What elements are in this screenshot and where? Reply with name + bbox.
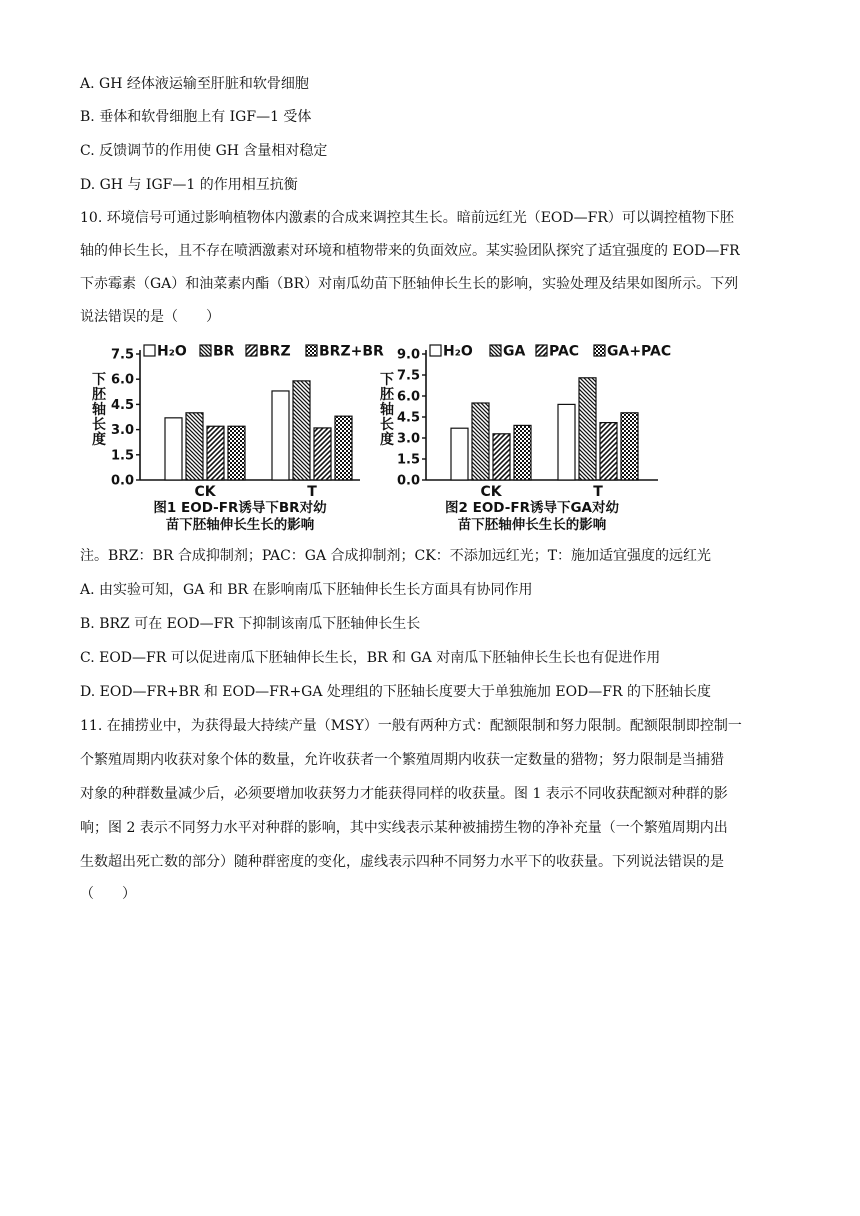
legend-label: H₂O [157,343,187,360]
x-category-label: CK [194,484,216,500]
chart-title: 图2 EOD-FR诱导下GA对幼 [445,500,619,516]
legend-label: BR [213,343,235,360]
bar [207,426,224,480]
y-tick-label: 3.0 [396,431,420,447]
bar [314,428,331,480]
q11-stem-line: （ ） [80,886,136,902]
y-axis-label-char: 长 [92,417,106,433]
chart-title: 图1 EOD-FR诱导下BR对幼 [153,500,327,516]
legend-label: GA+PAC [607,343,672,360]
y-tick-label: 0.0 [396,473,420,489]
legend-label: H₂O [443,343,473,360]
y-axis-label-char: 下 [92,372,106,388]
legend-swatch [490,345,501,356]
legend-label: PAC [549,343,580,360]
q10-option-c: C. EOD—FR 可以促进南瓜下胚轴伸长生长，BR 和 GA 对南瓜下胚轴伸长生长也有促进作用 [80,650,661,666]
bar [621,413,638,480]
q11-stem-line: 响；图 2 表示不同努力水平对种群的影响，其中实线表示某种被捕捞生物的净补充量（一个繁殖周期内出 [80,820,728,836]
bar [335,416,352,480]
y-tick-label: 1.5 [110,448,134,464]
chart-1 [92,344,384,534]
legend-swatch [200,345,211,356]
y-axis-label-char: 长 [380,417,394,433]
y-axis-label-char: 下 [380,372,394,388]
bar [472,403,489,480]
q11-stem-line: 对象的种群数量减少后，必须要增加收获努力才能获得同样的收获量。图 1 表示不同收获配额对种群的影 [80,786,728,802]
q9-option-d: D. GH 与 IGF—1 的作用相互抗衡 [80,177,298,193]
bar [186,413,203,480]
y-tick-label: 7.5 [396,368,420,384]
y-tick-label: 6.0 [110,372,134,388]
q10-option-d: D. EOD—FR+BR 和 EOD—FR+GA 处理组的下胚轴长度要大于单独施加 EOD—FR 的下胚轴长度 [80,684,711,700]
bar [293,381,310,480]
q9-option-c: C. 反馈调节的作用使 GH 含量相对稳定 [80,143,328,159]
bar-charts [80,336,680,536]
x-category-label: CK [480,484,502,500]
q10-stem-line: 下赤霉素（GA）和油菜素内酯（BR）对南瓜幼苗下胚轴伸长生长的影响，实验处理及结果如图所示。下列 [80,276,739,292]
y-axis-label-char: 度 [92,432,106,448]
q9-option-b: B. 垂体和软骨细胞上有 IGF—1 受体 [80,109,312,125]
legend-label: BRZ+BR [319,343,384,360]
q10-option-b: B. BRZ 可在 EOD—FR 下抑制该南瓜下胚轴伸长生长 [80,616,421,632]
y-tick-label: 4.5 [396,410,420,426]
bar [165,418,182,480]
x-category-label: T [307,484,317,500]
q10-stem-line: 说法错误的是（ ） [80,309,220,325]
y-tick-label: 0.0 [110,473,134,489]
bar [514,425,531,480]
y-tick-label: 7.5 [110,347,134,363]
q10-option-a: A. 由实验可知，GA 和 BR 在影响南瓜下胚轴伸长生长方面具有协同作用 [80,582,533,598]
y-axis-label-char: 胚 [380,387,394,403]
y-axis-label-char: 胚 [92,387,106,403]
x-category-label: T [593,484,603,500]
y-tick-label: 4.5 [110,397,134,413]
q11-stem-line: 11. 在捕捞业中，为获得最大持续产量（MSY）一般有两种方式：配额限制和努力限制。配额限制即控制一 [80,718,742,734]
bar [600,423,617,480]
bar [579,378,596,480]
legend-swatch [246,345,257,356]
legend-label: BRZ [259,343,291,360]
bar [493,434,510,480]
legend-swatch [536,345,547,356]
legend-swatch [430,345,441,356]
y-tick-label: 1.5 [396,452,420,468]
legend-swatch [144,345,155,356]
q11-stem-line: 个繁殖周期内收获对象个体的数量，允许收获者一个繁殖周期内收获一定数量的猎物；努力限制是当捕猎 [80,752,724,768]
y-tick-label: 6.0 [396,389,420,405]
bar [272,391,289,480]
y-axis-label-char: 轴 [92,402,106,418]
y-axis-label-char: 轴 [380,402,394,418]
q10-stem-line: 轴的伸长生长，且不存在喷洒激素对环境和植物带来的负面效应。某实验团队探究了适宜强度的 EOD—FR [80,243,740,259]
q9-option-a: A. GH 经体液运输至肝脏和软骨细胞 [80,76,309,92]
legend-label: GA [503,343,526,360]
bar [451,428,468,480]
y-tick-label: 9.0 [396,347,420,363]
chart-title: 苗下胚轴伸长生长的影响 [165,517,315,533]
q11-stem-line: 生数超出死亡数的部分）随种群密度的变化，虚线表示四种不同努力水平下的收获量。下列说法错误的是 [80,854,724,870]
q10-note: 注。BRZ：BR 合成抑制剂；PAC：GA 合成抑制剂；CK：不添加远红光；T：施加适宜强度的远红光 [80,548,712,564]
q10-figures [80,336,680,536]
y-axis-label-char: 度 [380,432,394,448]
legend-swatch [306,345,317,356]
bar [228,426,245,480]
y-tick-label: 3.0 [110,423,134,439]
legend-swatch [594,345,605,356]
chart-title: 苗下胚轴伸长生长的影响 [457,517,607,533]
q10-stem-line: 10. 环境信号可通过影响植物体内激素的合成来调控其生长。暗前远红光（EOD—FR）可以调控植物下胚 [80,210,734,226]
chart-2 [380,344,671,534]
bar [558,404,575,480]
